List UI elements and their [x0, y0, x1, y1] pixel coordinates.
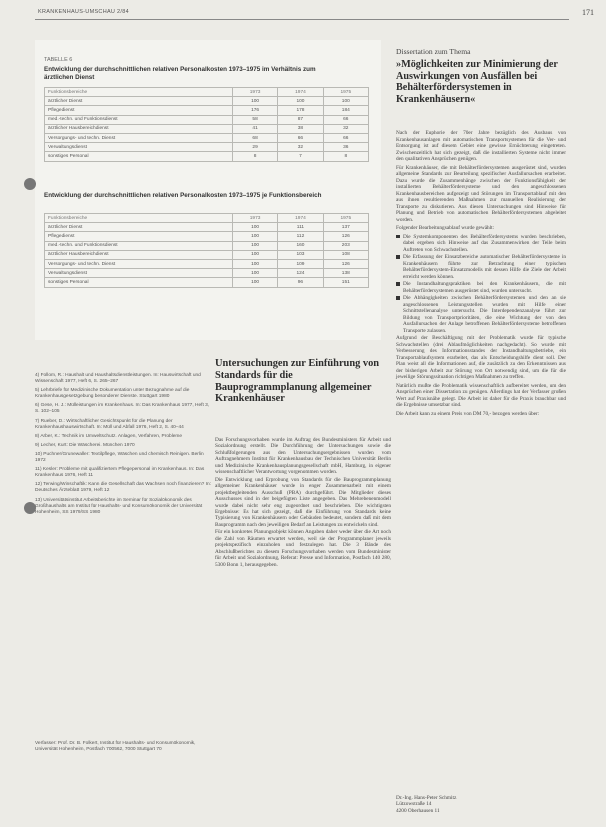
- table-cell: 32: [278, 143, 323, 152]
- table-cell: 87: [278, 115, 323, 124]
- row-label: ärztlicher Hausbereichdienst: [45, 124, 233, 133]
- table-cell: 68: [232, 133, 277, 142]
- table-row: [45, 269, 369, 278]
- table-cell: 100: [232, 259, 277, 268]
- table-cell: 178: [278, 106, 323, 115]
- table-cell: 108: [323, 250, 368, 259]
- column-header-year: 1973: [232, 88, 277, 97]
- table-cell: 32: [323, 124, 368, 133]
- table-cell: 96: [278, 278, 323, 287]
- row-label: med.-techn. und Funktionsdienst: [45, 241, 233, 250]
- signature-line: 4200 Oberhausen 11: [396, 807, 440, 814]
- paragraph: Das Forschungsvorhaben wurde im Auftrag des Bundesministers für Arbeit und Sozialordnung erstellt. Die Durchführung der Untersuchungen sowie die Schlußfolgerungen aus den Untersuchungsergebnissen wurden vom Auftragnehmern Institut für Krankenhausbau der Technischen Universität Berlin und Medizinische Krankenhausplanungsgesellschaft mbH, Hamburg, in eigener wissenschaftlicher Verantwortung vorgenommen worden.: [215, 437, 391, 476]
- bullet-square: [396, 282, 400, 286]
- paragraph: Aufgrund der Beschäftigung mit der Problematik wurde für typische Schwachstellen (drei Ablaufmöglichkeiten nachgedacht). So wurde mit Verbesserung des Informationsstandes der Instandhaltungsbetriebe, ein Transportablaufsystem erarbeitet, das als Entscheidungshilfe dient soll. Der Plan weist all die Informationen auf, die zusätzlich zu den Erkenntnissen aus der bisherigen Arbeit zur Störung von Ort notwendig sind, um die für die jeweilige Störungssituation richtigen Maßnahmen zu treffen.: [396, 335, 566, 380]
- table-cell: 29: [232, 143, 277, 152]
- table-header-row: [45, 214, 369, 223]
- table-cell: 109: [278, 259, 323, 268]
- table-cell: 112: [278, 232, 323, 241]
- bullet-item: Die Instandhaltungspraktiken bei den Krankenhäusern, die mit Behälterfördersystemen ausgerüstet sind, wurden untersucht.: [396, 281, 566, 294]
- column-header-year: 1975: [323, 214, 368, 223]
- running-head: KRANKENHAUS-UMSCHAU 2/84: [38, 9, 129, 15]
- table-cell: 100: [232, 97, 277, 106]
- table-cell: 8: [323, 152, 368, 161]
- row-label: Versorgungs- und techn. Dienst: [45, 133, 233, 142]
- table-cell: 41: [232, 124, 277, 133]
- bullet-square: [396, 235, 400, 239]
- table-row: [45, 133, 369, 142]
- table-cell: 138: [323, 269, 368, 278]
- signature-line: Dr.-Ing. Hans-Peter Schmitz: [396, 795, 457, 801]
- footnotes: [35, 373, 213, 519]
- row-label: med.-techn. und Funktionsdienst: [45, 115, 233, 124]
- column-header-year: 1974: [278, 88, 323, 97]
- table-cell: 126: [323, 259, 368, 268]
- table-cell: 66: [323, 115, 368, 124]
- signature-line: Lützowstraße 14: [396, 801, 432, 808]
- footnote: 4) Follom, R.: Haushalt und Haushaltsdienstleistungen. In: Hauswirtschaft und Wissenschaft 1977, Heft 6, S. 265–267: [35, 373, 201, 385]
- table-cell: 58: [232, 115, 277, 124]
- table-title-2: Entwicklung der durchschnittlichen relativen Personalkosten 1973–1975 je Funktionsbereich: [44, 192, 322, 199]
- table-row: [45, 250, 369, 259]
- table-cell: 160: [278, 241, 323, 250]
- bullet-square: [396, 255, 400, 259]
- paragraph: Folgender Bearbeitungsablauf wurde gewählt:: [396, 225, 495, 231]
- table-cell: 66: [323, 133, 368, 142]
- bullet-list: [396, 234, 566, 335]
- table-row: [45, 124, 369, 133]
- column-header-area: Funktionsbereiche: [45, 88, 233, 97]
- row-label: sonstiges Personal: [45, 278, 233, 287]
- table-row: [45, 115, 369, 124]
- paragraph: Die Entwicklung und Erprobung von Standards für die Bauprogrammplanung allgemeiner Krankenhäuser wurde in enger Zusammenarbeit mit einem projektbegleitenden Ausschuß (PBA) durchgeführt. Die Mitglieder dieses Ausschusses sind in der beigefügten Liste angegeben. Das Mehrebenenmodell wurde dabei nicht sehr eng zugeordnet und beschrieben. Die wichtigsten Ergebnisse: Es hat sich gezeigt, daß die Einführung von Standards keine Typisierung von Krankenhäusern oder Gebäuden bedeutet, sondern daß mit dem Bauprogramm nach den jeweiligen Bedarf an Leistungen zu entwickeln sind.: [215, 476, 391, 528]
- table-cell: 100: [232, 241, 277, 250]
- table-row: [45, 152, 369, 161]
- table-cell: 66: [278, 133, 323, 142]
- table-row: [45, 278, 369, 287]
- table-cell: 184: [323, 106, 368, 115]
- punch-hole-top: [24, 178, 36, 190]
- table-cell: 100: [232, 232, 277, 241]
- footnote: 8) Arber, K.: Technik im Umweltschutz. Anlagen, Verfahren, Probleme: [35, 433, 183, 439]
- table-cell: 151: [323, 278, 368, 287]
- table-cell: 100: [232, 278, 277, 287]
- right-article-heading: »Möglichkeiten zur Minimierung der Auswirkungen von Ausfällen bei Behälterfördersystemen in Krankenhäusern«: [396, 59, 558, 105]
- table-cell: 100: [232, 223, 277, 232]
- column-header-year: 1973: [232, 214, 277, 223]
- footnote: 6) Gese, H. J.: Mülleistungen im Krankenhaus. In: Das Krankenhaus 1977, Heft 3, S. 102–105: [35, 403, 210, 415]
- bullet-item: Die Erfassung der Einsatzbereiche automatischer Behälterfördersysteme in Krankenhäusern führte zur Betrachtung einer typischen Behälterfördersystem-Einsatzmodells mit dessen Hilfe die Ziele der Arbeit erreicht werden können.: [396, 254, 566, 280]
- row-label: Versorgungs- und techn. Dienst: [45, 259, 233, 268]
- middle-article-heading: Untersuchungen zur Einführung von Standards für die Bauprogrammplanung allgemeiner Krankenhäuser: [215, 358, 380, 405]
- middle-article-body: [215, 437, 391, 569]
- footnote: 11) Kesler: Probleme mit qualifiziertem Pflegepersonal im Krankenhaus. In: Das Krankenhaus 1976, Heft 11: [35, 467, 205, 479]
- paragraph: Für Krankenhäuser, die mit Behälterfördersystemen ausgerüstet sind, wurden allgemeine Standards zur Beurteilung spezifischer Ausfallursachen erarbeitet. Dazu wurde die Zusammenhänge zwischen der Funktionsfähigkeit der installierten Behälterfördersysteme und den angeschlossenen Krankenhausbereichen aufgezeigt und Störungen im Transportablauf mit den aus ihnen resultierenden Maßnahmen zur manuellen Realisierung der Transporte zu diskutieren. Aus diesen Untersuchungen sind Hinweise für Planung und Betrieb von automatischen Behälterfördersystemen abgeleitet worden.: [396, 164, 566, 223]
- table-cell: 111: [278, 223, 323, 232]
- footnote: 12) Terwing/Winschaftik: Kann die Gesellschaft das Wachsen noch finanzieren? In: Deutsches Ärzteblatt 1979, Heft 12: [35, 482, 211, 494]
- table-cost-development: [44, 213, 369, 288]
- footnote: 10) Puchner/Grunewaller: Textilpflege, Wäschen und chemisch Reinigen. Berlin 1972: [35, 451, 204, 464]
- page-number: 171: [582, 8, 594, 17]
- column-header-area: Funktionsbereiche: [45, 214, 233, 223]
- table-box: [35, 40, 381, 340]
- column-header-year: 1975: [323, 88, 368, 97]
- table-cell: 100: [278, 97, 323, 106]
- table-cell: 103: [278, 250, 323, 259]
- table-cell: 126: [323, 232, 368, 241]
- paragraph: Die Arbeit kann zu einem Preis von DM 70,- bezogen werden über:: [396, 410, 540, 417]
- table-row: [45, 241, 369, 250]
- table-row: [45, 232, 369, 241]
- row-label: ärztlicher Hausbereichdienst: [45, 250, 233, 259]
- table-cell: 36: [323, 143, 368, 152]
- row-label: ärztlicher Dienst: [45, 97, 233, 106]
- paragraph: Natürlich mußte die Problematik wissenschaftlich aufbereitet werden, um den Ansprüchen einer Dissertation zu genügen. Allerdings hat der Verfasser großen Wert auf Praxisnähe gelegt. Die Arbeit ist daher für die Praxis brauchbar und die Ergebnisse umsetzbar sind.: [396, 382, 566, 408]
- table-row: [45, 223, 369, 232]
- row-label: Verwaltungsdienst: [45, 143, 233, 152]
- table-cell: 7: [278, 152, 323, 161]
- paragraph: Nach der Euphorie der 70er Jahre bezüglich des Ausbaus von Krankenhausanlagen mit automatischen Transportsystemen für die Ver- und Entsorgung ist auf diesem Gebiet eine gewisse Ernüchterung eingetreten. Zwischenzeitlich hat sich gezeigt, daß die installierten Systeme nicht immer den qualitativen Ansprüchen genügen.: [396, 130, 566, 162]
- footnote: 9) Lecher, Kurt: Die Wäscherei. München 1970: [35, 442, 135, 448]
- footnote: 7) Rueber, D.: Wirtschaftlicher Gesichtspunkt für die Planung der Krankenhaushauswirtschaft. In: Müll und Abfall 1976, Heft 2, S. 40–44: [35, 418, 184, 430]
- right-article-kicker: Dissertation zum Thema: [396, 47, 471, 56]
- table-cell: 100: [232, 269, 277, 278]
- row-label: ärztlicher Dienst: [45, 223, 233, 232]
- row-label: Pflegedienst: [45, 232, 233, 241]
- table-row: [45, 143, 369, 152]
- table-row: [45, 97, 369, 106]
- column-header-year: 1974: [278, 214, 323, 223]
- table-cell: 100: [323, 97, 368, 106]
- row-label: Pflegedienst: [45, 106, 233, 115]
- table-cell: 124: [278, 269, 323, 278]
- table-label: TABELLE 6: [44, 57, 73, 63]
- table-header-row: [45, 88, 369, 97]
- bullet-item: Die Abhängigkeiten zwischen Behälterfördersystemen und den an sie angeschlossenen Leistungsstellen wurden mit Hilfe einer Schnittstellenanalyse untersucht. Die Interdependenzanalyse führt zur Bildung von Transportprioritäten, die eine Wichtung der von den Ausfallursachen der Anlage betroffenen Behälterfördersysteme betroffenen Transporte zulassen.: [396, 295, 566, 334]
- table-cell: 203: [323, 241, 368, 250]
- table-row: [45, 259, 369, 268]
- table-cell: 38: [278, 124, 323, 133]
- author-signature: [396, 795, 566, 814]
- table-row: [45, 106, 369, 115]
- author-address: Verfasser: Prof. Dr. B. Folkert, Institut für Haushalts- und Konsumökonomik, Universität Hohenheim, Postfach 700562, 7000 Stuttgart 70: [35, 741, 196, 753]
- table-cell: 137: [323, 223, 368, 232]
- paragraph: Für ein konkretes Planungsobjekt können Angaben daher weder über die Art noch die Zahl von Räumen erwartet werden, weil sie der Programmplaner jeweils projektspezifisch einzuholen und festzulegen hat. Die 3 Bände des Abschlußberichtes zu diesem Forschungsvorhaben werden vom Bundesminister für Arbeit und Sozialordnung, Referat: Presse und Information, Postfach 140 280, 5300 Bonn 1, herausgegeben.: [215, 529, 391, 568]
- table-cell: 8: [232, 152, 277, 161]
- row-label: Verwaltungsdienst: [45, 269, 233, 278]
- table-cell: 176: [232, 106, 277, 115]
- right-article-body: [396, 130, 566, 419]
- row-label: sonstiges Personal: [45, 152, 233, 161]
- header-rule: [35, 19, 569, 20]
- footnote: 13) Universitätsinstitut Arbeitsberichte im Seminar für Sozialökonomik des Großhaushalts am Institut für Haushalts- und Konsumökonomik der Universität Hohenheim, SS 1979/SS 1980: [35, 497, 203, 515]
- footnote: 5) Lehrbriefe für Medizinische Dokumentation unter Bezugnahme auf die Krankenhausgesetzgebung besonderer Dienste. Stuttgart 1980: [35, 388, 190, 400]
- bullet-square: [396, 296, 400, 300]
- table-cell: 100: [232, 250, 277, 259]
- table-title-1: Entwicklung der durchschnittlichen relativen Personalkosten 1973–1975 im Verhältnis zum ärztlichen Dienst: [44, 66, 316, 81]
- table-cost-ratio: [44, 87, 369, 162]
- bullet-item: Die Systemkomponenten des Behälterfördersystems wurden beschrieben, dabei ergeben sich Hinweise auf das Zusammenwirken der Teile beim Auftreten von Schwachstellen.: [396, 234, 566, 254]
